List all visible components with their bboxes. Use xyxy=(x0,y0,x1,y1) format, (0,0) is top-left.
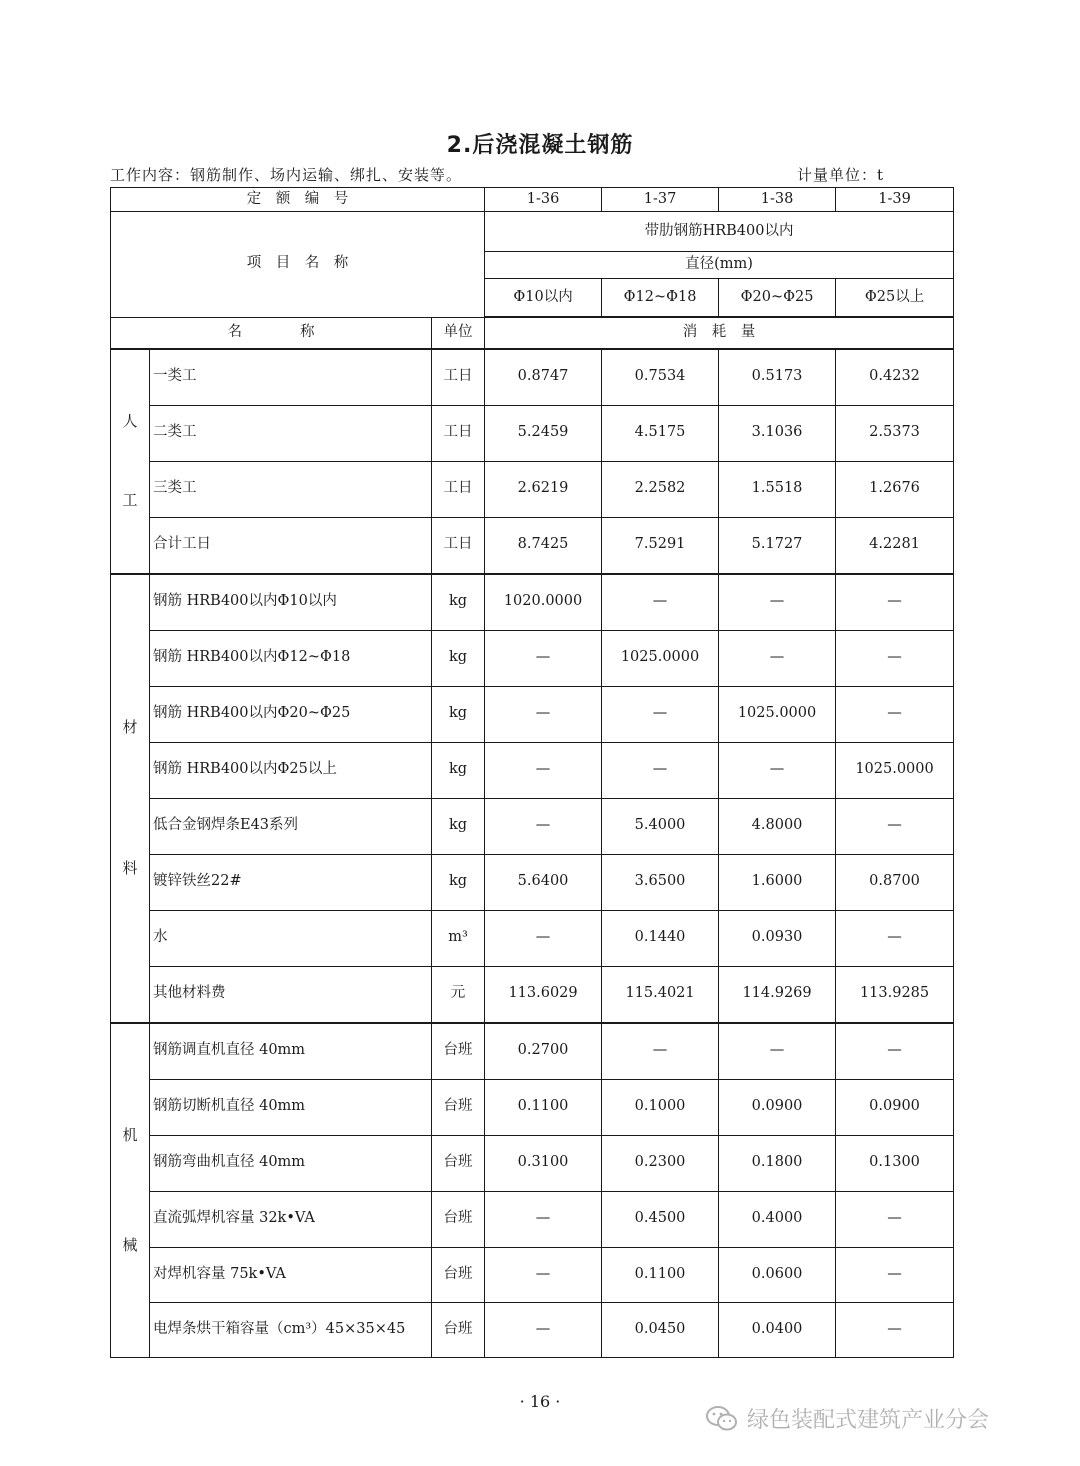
watermark-text: 绿色装配式建筑产业分会 xyxy=(747,1408,990,1433)
consumption-value: 1025.0000 xyxy=(836,742,954,798)
consumption-value: 2.5373 xyxy=(836,405,954,461)
consumption-value: 5.6400 xyxy=(485,854,602,910)
item-name: 对焊机容量 75k•VA xyxy=(150,1247,432,1302)
category-cell xyxy=(111,1023,150,1358)
consumption-value: — xyxy=(836,1302,954,1357)
consumption-value: 0.0450 xyxy=(602,1302,719,1357)
consumption-value: — xyxy=(485,798,602,854)
consumption-value: 113.9285 xyxy=(836,966,954,1023)
table-row xyxy=(111,630,954,686)
table-row xyxy=(111,574,954,631)
item-name: 其他材料费 xyxy=(150,966,432,1023)
project-name-label: 项 目 名 称 xyxy=(111,212,485,318)
consumption-value: 4.2281 xyxy=(836,517,954,574)
page-title: 2.后浇混凝土钢筋 xyxy=(446,133,634,158)
consumption-value: 0.2700 xyxy=(485,1023,602,1080)
item-name: 三类工 xyxy=(150,461,432,517)
consumption-value: — xyxy=(602,742,719,798)
consumption-value: 0.3100 xyxy=(485,1135,602,1191)
category-char: 人 xyxy=(122,412,138,431)
consumption-value: 113.6029 xyxy=(485,966,602,1023)
category-char: 工 xyxy=(122,491,138,510)
consumption-value: 0.1300 xyxy=(836,1135,954,1191)
consumption-value: — xyxy=(602,686,719,742)
work-content: 工作内容：钢筋制作、场内运输、绑扎、安装等。 xyxy=(110,166,463,184)
consumption-value: 1025.0000 xyxy=(719,686,836,742)
consumption-value: 0.2300 xyxy=(602,1135,719,1191)
consumption-value: — xyxy=(836,574,954,631)
category-char: 料 xyxy=(122,859,138,878)
consumption-value: 0.1800 xyxy=(719,1135,836,1191)
consumption-value: 0.7534 xyxy=(602,349,719,406)
quota-no-label: 定 额 编 号 xyxy=(111,188,485,212)
item-unit: 台班 xyxy=(432,1135,485,1191)
page-number: · 16 · xyxy=(519,1392,561,1411)
quota-code: 1-39 xyxy=(836,188,954,212)
item-unit: kg xyxy=(432,630,485,686)
table-row xyxy=(111,517,954,574)
item-unit: 台班 xyxy=(432,1191,485,1247)
consumption-value: 2.2582 xyxy=(602,461,719,517)
table-row xyxy=(111,1079,954,1135)
consumption-value: — xyxy=(836,630,954,686)
consumption-value: — xyxy=(602,1023,719,1080)
item-name: 镀锌铁丝22# xyxy=(150,854,432,910)
item-name: 直流弧焊机容量 32k•VA xyxy=(150,1191,432,1247)
item-name: 二类工 xyxy=(150,405,432,461)
consumption-value: — xyxy=(485,1247,602,1302)
item-name: 钢筋 HRB400以内Φ20~Φ25 xyxy=(150,686,432,742)
consumption-value: 4.5175 xyxy=(602,405,719,461)
consumption-value: 0.4000 xyxy=(719,1191,836,1247)
diameter-header: Φ25以上 xyxy=(836,279,954,318)
item-unit: kg xyxy=(432,854,485,910)
consumption-value: 3.1036 xyxy=(719,405,836,461)
item-unit: 工日 xyxy=(432,517,485,574)
consumption-value: — xyxy=(485,1191,602,1247)
consumption-value: 0.1100 xyxy=(485,1079,602,1135)
category-cell xyxy=(111,349,150,574)
consumption-value: 0.8700 xyxy=(836,854,954,910)
consumption-value: 0.1000 xyxy=(602,1079,719,1135)
diameter-header: Φ10以内 xyxy=(485,279,602,318)
quota-table xyxy=(110,187,954,1358)
wechat-icon xyxy=(705,1405,739,1433)
consumption-value: — xyxy=(485,910,602,966)
table-row xyxy=(111,1191,954,1247)
item-name: 钢筋切断机直径 40mm xyxy=(150,1079,432,1135)
consumption-value: — xyxy=(836,1023,954,1080)
table-row xyxy=(111,966,954,1023)
consumption-value: — xyxy=(836,798,954,854)
consumption-value: 0.0900 xyxy=(836,1079,954,1135)
item-name: 钢筋 HRB400以内Φ10以内 xyxy=(150,574,432,631)
diameter-header: Φ20~Φ25 xyxy=(719,279,836,318)
item-unit: 台班 xyxy=(432,1023,485,1080)
consumption-value: 5.2459 xyxy=(485,405,602,461)
item-name: 水 xyxy=(150,910,432,966)
consumption-value: 0.0930 xyxy=(719,910,836,966)
consumption-value: 0.1440 xyxy=(602,910,719,966)
consumption-value: 0.4500 xyxy=(602,1191,719,1247)
consumption-value: 1025.0000 xyxy=(602,630,719,686)
item-unit: m³ xyxy=(432,910,485,966)
consumption-value: — xyxy=(836,1247,954,1302)
consumption-value: 1.6000 xyxy=(719,854,836,910)
consumption-value: 115.4021 xyxy=(602,966,719,1023)
consumption-value: — xyxy=(602,574,719,631)
item-unit: 台班 xyxy=(432,1247,485,1302)
consumption-value: 1020.0000 xyxy=(485,574,602,631)
item-unit: kg xyxy=(432,798,485,854)
table-row xyxy=(111,349,954,406)
consumption-value: 8.7425 xyxy=(485,517,602,574)
consumption-value: — xyxy=(719,630,836,686)
consumption-value: — xyxy=(719,1023,836,1080)
unit-header: 单位 xyxy=(432,317,485,349)
consumption-value: 0.0600 xyxy=(719,1247,836,1302)
consumption-value: 2.6219 xyxy=(485,461,602,517)
consumption-value: 0.8747 xyxy=(485,349,602,406)
consumption-value: 1.5518 xyxy=(719,461,836,517)
consumption-value: 7.5291 xyxy=(602,517,719,574)
consumption-value: 5.4000 xyxy=(602,798,719,854)
item-name: 钢筋 HRB400以内Φ12~Φ18 xyxy=(150,630,432,686)
table-row xyxy=(111,1302,954,1357)
watermark xyxy=(705,1403,989,1434)
consumption-value: 5.1727 xyxy=(719,517,836,574)
category-char: 材 xyxy=(122,718,138,737)
consumption-value: 0.4232 xyxy=(836,349,954,406)
table-row xyxy=(111,854,954,910)
table-row xyxy=(111,798,954,854)
consumption-value: — xyxy=(836,686,954,742)
consumption-value: — xyxy=(719,742,836,798)
quota-code: 1-38 xyxy=(719,188,836,212)
diameter-header: Φ12~Φ18 xyxy=(602,279,719,318)
item-name: 钢筋调直机直径 40mm xyxy=(150,1023,432,1080)
consumption-value: 0.0900 xyxy=(719,1079,836,1135)
table-row xyxy=(111,405,954,461)
consumption-value: 3.6500 xyxy=(602,854,719,910)
item-name: 钢筋 HRB400以内Φ25以上 xyxy=(150,742,432,798)
consumption-value: — xyxy=(836,910,954,966)
consumption-value: — xyxy=(485,1302,602,1357)
item-unit: 元 xyxy=(432,966,485,1023)
category-char: 机 xyxy=(122,1125,138,1144)
item-unit: kg xyxy=(432,742,485,798)
category-cell xyxy=(111,574,150,1023)
item-name: 钢筋弯曲机直径 40mm xyxy=(150,1135,432,1191)
consumption-value: 0.5173 xyxy=(719,349,836,406)
table-row xyxy=(111,742,954,798)
item-unit: 工日 xyxy=(432,349,485,406)
measurement-unit: 计量单位：t xyxy=(797,166,885,184)
consumption-value: — xyxy=(485,630,602,686)
consumption-value: — xyxy=(485,686,602,742)
consumption-value: 4.8000 xyxy=(719,798,836,854)
item-unit: kg xyxy=(432,574,485,631)
table-row xyxy=(111,686,954,742)
table-row xyxy=(111,461,954,517)
item-unit: 工日 xyxy=(432,461,485,517)
table-row xyxy=(111,1135,954,1191)
consumption-value: — xyxy=(836,1191,954,1247)
item-unit: kg xyxy=(432,686,485,742)
item-unit: 台班 xyxy=(432,1079,485,1135)
item-name: 电焊条烘干箱容量（cm³）45×35×45 xyxy=(150,1302,432,1357)
category-char: 械 xyxy=(122,1235,138,1254)
consumption-value: 1.2676 xyxy=(836,461,954,517)
item-name: 低合金钢焊条E43系列 xyxy=(150,798,432,854)
consumption-value: 0.0400 xyxy=(719,1302,836,1357)
diameter-label: 直径(mm) xyxy=(485,252,954,279)
consumption-value: — xyxy=(719,574,836,631)
table-row xyxy=(111,910,954,966)
rebar-type: 带肋钢筋HRB400以内 xyxy=(485,212,954,252)
consumption-value: — xyxy=(485,742,602,798)
consumption-value: 0.1100 xyxy=(602,1247,719,1302)
consumption-value: 114.9269 xyxy=(719,966,836,1023)
table-row xyxy=(111,1023,954,1080)
consumption-header: 消 耗 量 xyxy=(485,317,954,349)
quota-code: 1-36 xyxy=(485,188,602,212)
item-unit: 台班 xyxy=(432,1302,485,1357)
item-name: 合计工日 xyxy=(150,517,432,574)
item-name: 一类工 xyxy=(150,349,432,406)
table-row xyxy=(111,1247,954,1302)
quota-code: 1-37 xyxy=(602,188,719,212)
item-unit: 工日 xyxy=(432,405,485,461)
name-header: 名 称 xyxy=(111,317,432,349)
